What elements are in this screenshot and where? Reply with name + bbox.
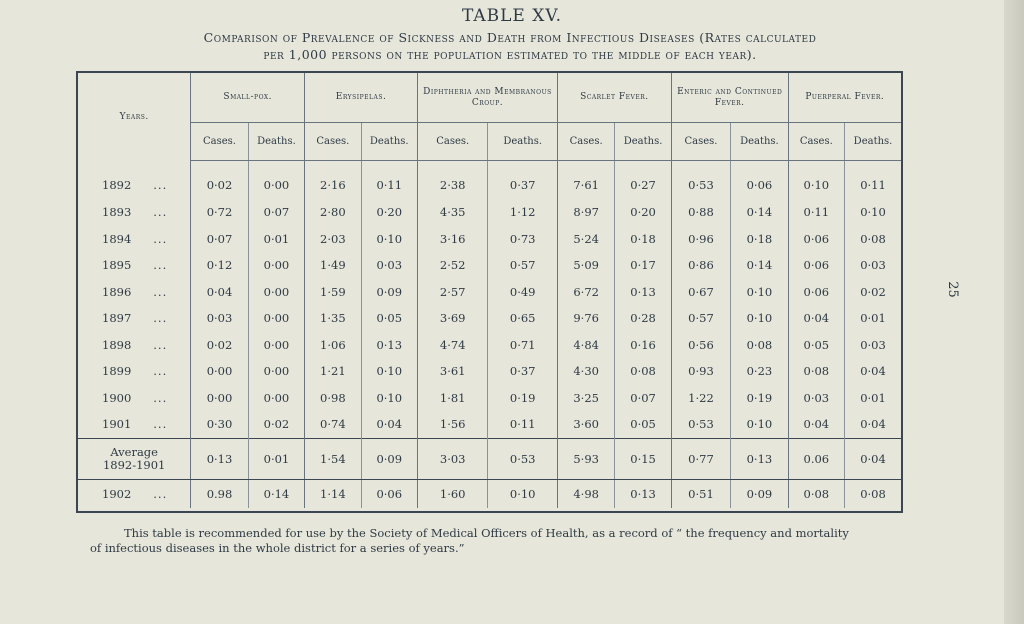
year-cell	[78, 199, 191, 226]
leader-dots: ...	[153, 364, 168, 379]
cases-cell: 0·51	[671, 479, 730, 508]
cases-cell: 1·54	[305, 438, 361, 479]
header-deaths: Deaths.	[845, 123, 901, 161]
page-edge	[1004, 0, 1024, 624]
leader-dots: ...	[153, 390, 168, 405]
header-cases: Cases.	[788, 123, 844, 161]
cases-cell: 6·72	[557, 279, 614, 306]
cases-cell: 0.98	[191, 479, 248, 508]
cases-cell: 7·61	[557, 161, 614, 200]
year-label: 1900	[102, 390, 132, 405]
year-cell	[78, 385, 191, 412]
cases-cell: 2·38	[417, 161, 488, 200]
cases-cell: 0·02	[191, 161, 248, 200]
cases-cell: 0·56	[671, 332, 730, 359]
leader-dots: ...	[153, 311, 168, 326]
deaths-cell: 0·07	[248, 199, 304, 226]
deaths-cell: 0·10	[860, 205, 886, 220]
deaths-cell: 0·15	[615, 438, 671, 479]
cases-cell: 1·49	[305, 252, 361, 279]
average-label: Average	[110, 444, 158, 459]
header-scarlet-fever: Scarlet Fever.	[557, 73, 671, 123]
year-cell	[78, 279, 191, 306]
deaths-cell: 0·57	[488, 252, 558, 279]
header-years: Years.	[78, 73, 191, 161]
table-subtitle-line2: per 1,000 persons on the population estimated to the middle of each year).	[263, 47, 757, 62]
deaths-cell: 0·11	[488, 411, 558, 438]
year-cell	[78, 161, 191, 200]
page-number: 25	[944, 281, 960, 298]
deaths-cell: 0·65	[488, 305, 558, 332]
year-label: 1899	[102, 364, 132, 379]
average-range: 1892-1901	[102, 457, 166, 472]
deaths-cell: 0·01	[860, 390, 886, 405]
year-label: 1896	[102, 284, 132, 299]
deaths-cell: 0·49	[488, 279, 558, 306]
year-cell	[78, 411, 191, 438]
cases-cell: 0·12	[191, 252, 248, 279]
leader-dots: ...	[153, 284, 168, 299]
cases-cell: 1·06	[305, 332, 361, 359]
deaths-cell: 0·02	[860, 284, 886, 299]
deaths-cell: 0·11	[361, 161, 417, 200]
deaths-cell: 0·27	[615, 161, 671, 200]
table-body	[78, 161, 901, 508]
header-diphtheria: Diphtheria and Membranous Croup.	[417, 73, 557, 123]
cases-cell: 0·02	[191, 332, 248, 359]
cases-cell: 0·11	[788, 199, 844, 226]
deaths-cell: 0·18	[615, 226, 671, 253]
deaths-cell: 0·03	[361, 252, 417, 279]
deaths-cell: 0·01	[860, 311, 886, 326]
cases-cell: 9·76	[557, 305, 614, 332]
cases-cell: 1·81	[417, 385, 488, 412]
year-cell	[78, 358, 191, 385]
cases-cell: 0·93	[671, 358, 730, 385]
deaths-cell: 0·00	[248, 385, 304, 412]
deaths-cell: 0·73	[488, 226, 558, 253]
deaths-cell: 0·00	[248, 332, 304, 359]
deaths-cell: 0·09	[361, 279, 417, 306]
deaths-cell: 0·04	[860, 417, 886, 432]
cases-cell: 5·09	[557, 252, 614, 279]
cases-cell: 0·98	[305, 385, 361, 412]
deaths-cell: 0·19	[731, 385, 788, 412]
cases-cell: 0·04	[788, 411, 844, 438]
deaths-cell: 0·71	[488, 332, 558, 359]
cases-cell: 3·60	[557, 411, 614, 438]
deaths-cell: 0·08	[860, 231, 886, 246]
deaths-cell: 0·00	[248, 279, 304, 306]
statistics-table	[76, 71, 903, 513]
cases-cell: 3·61	[417, 358, 488, 385]
deaths-cell: 0·08	[615, 358, 671, 385]
table-row	[78, 385, 901, 412]
table-row	[78, 438, 901, 479]
deaths-cell: 0·09	[361, 438, 417, 479]
cases-cell: 2·80	[305, 199, 361, 226]
year-cell	[78, 332, 191, 359]
deaths-cell: 0·01	[248, 226, 304, 253]
cases-cell: 3·16	[417, 226, 488, 253]
cases-cell: 0·05	[788, 332, 844, 359]
year-cell	[78, 305, 191, 332]
deaths-cell: 0·00	[248, 161, 304, 200]
cases-cell: 2·57	[417, 279, 488, 306]
year-label: 1895	[102, 258, 132, 273]
cases-cell: 0·88	[671, 199, 730, 226]
cases-cell: 0·06	[788, 252, 844, 279]
leader-dots: ...	[153, 177, 168, 192]
table-row	[78, 279, 901, 306]
deaths-cell: 0·03	[860, 337, 886, 352]
cases-cell: 5·93	[557, 438, 614, 479]
year-label: 1894	[102, 231, 132, 246]
deaths-cell: 0·01	[248, 438, 304, 479]
footnote-line2: of infectious diseases in the whole district for a series of years.”	[90, 541, 465, 555]
deaths-cell: 0·18	[731, 226, 788, 253]
cases-cell: 0·00	[191, 358, 248, 385]
cases-cell: 2·52	[417, 252, 488, 279]
year-label: 1892	[102, 177, 132, 192]
deaths-cell: 0·00	[248, 358, 304, 385]
deaths-cell: 0·17	[615, 252, 671, 279]
cases-cell: 0·53	[671, 161, 730, 200]
cases-cell: 0·08	[788, 358, 844, 385]
table-row	[78, 226, 901, 253]
cases-cell: 0·04	[191, 279, 248, 306]
cases-cell: 1·22	[671, 385, 730, 412]
table-row	[78, 161, 901, 200]
cases-cell: 0·10	[788, 161, 844, 200]
header-deaths: Deaths.	[488, 123, 558, 161]
cases-cell: 1·21	[305, 358, 361, 385]
year-cell	[78, 479, 191, 508]
cases-cell: 0·53	[671, 411, 730, 438]
leader-dots: ...	[153, 231, 168, 246]
deaths-cell: 0·37	[488, 358, 558, 385]
deaths-cell: 0·07	[615, 385, 671, 412]
deaths-cell: 0·28	[615, 305, 671, 332]
cases-cell: 0·67	[671, 279, 730, 306]
year-label: 1893	[102, 205, 132, 220]
cases-cell: 1·60	[417, 479, 488, 508]
deaths-cell: 0·03	[860, 258, 886, 273]
cases-cell: 0·96	[671, 226, 730, 253]
table-row	[78, 479, 901, 508]
cases-cell: 3·03	[417, 438, 488, 479]
deaths-cell: 0·13	[361, 332, 417, 359]
deaths-cell: 0·10	[361, 385, 417, 412]
header-deaths: Deaths.	[731, 123, 788, 161]
header-cases: Cases.	[417, 123, 488, 161]
cases-cell: 5·24	[557, 226, 614, 253]
cases-cell: 0·06	[788, 226, 844, 253]
cases-cell: 0·30	[191, 411, 248, 438]
deaths-cell: 0·05	[361, 305, 417, 332]
deaths-cell: 0·06	[361, 479, 417, 508]
cases-cell: 8·97	[557, 199, 614, 226]
deaths-cell: 0·13	[615, 279, 671, 306]
cases-cell: 2·03	[305, 226, 361, 253]
header-deaths: Deaths.	[248, 123, 304, 161]
leader-dots: ...	[153, 337, 168, 352]
cases-cell: 0·03	[788, 385, 844, 412]
year-cell	[78, 226, 191, 253]
deaths-cell: 0·37	[488, 161, 558, 200]
footnote-line1: This table is recommended for use by the Society of Medical Officers of Health, as a record of “ the frequency and mortality	[124, 526, 849, 540]
cases-cell: 0·86	[671, 252, 730, 279]
deaths-cell: 0·08	[731, 332, 788, 359]
cases-cell: 0·03	[191, 305, 248, 332]
cases-cell: 3·25	[557, 385, 614, 412]
deaths-cell: 0·10	[731, 411, 788, 438]
year-label: 1902	[102, 486, 132, 501]
deaths-cell: 0·06	[731, 161, 788, 200]
table-row	[78, 199, 901, 226]
deaths-cell: 0·04	[361, 411, 417, 438]
header-cases: Cases.	[557, 123, 614, 161]
deaths-cell: 0·13	[731, 438, 788, 479]
deaths-cell: 0·10	[488, 479, 558, 508]
cases-cell: 1·56	[417, 411, 488, 438]
deaths-cell: 0·04	[845, 438, 901, 479]
deaths-cell: 1·12	[488, 199, 558, 226]
leader-dots: ...	[153, 417, 168, 432]
leader-dots: ...	[153, 205, 168, 220]
cases-cell: 0·08	[788, 479, 844, 508]
deaths-cell: 0·20	[361, 199, 417, 226]
year-label: 1897	[102, 311, 132, 326]
table-title: TABLE XV.	[461, 6, 563, 26]
cases-cell: 4·35	[417, 199, 488, 226]
table-row	[78, 305, 901, 332]
cases-cell: 1·59	[305, 279, 361, 306]
leader-dots: ...	[153, 258, 168, 273]
cases-cell: 3·69	[417, 305, 488, 332]
cases-cell: 4·30	[557, 358, 614, 385]
deaths-cell: 0·53	[488, 438, 558, 479]
header-cases: Cases.	[305, 123, 361, 161]
deaths-cell: 0·10	[361, 226, 417, 253]
cases-cell: 0·13	[191, 438, 248, 479]
cases-cell: 0·00	[191, 385, 248, 412]
table-row	[78, 252, 901, 279]
deaths-cell: 0·19	[488, 385, 558, 412]
deaths-cell: 0·20	[615, 199, 671, 226]
deaths-cell: 0·02	[248, 411, 304, 438]
year-cell	[78, 438, 191, 479]
cases-cell: 0·72	[191, 199, 248, 226]
table-subtitle-line1: Comparison of Prevalence of Sickness and Death from Infectious Diseases (Rates calculated	[203, 30, 817, 45]
leader-dots: ...	[153, 486, 168, 501]
deaths-cell: 0·10	[361, 358, 417, 385]
header-cases: Cases.	[191, 123, 248, 161]
deaths-cell: 0·08	[860, 486, 886, 501]
deaths-cell: 0·09	[731, 479, 788, 508]
header-puerperal-fever: Puerperal Fever.	[788, 73, 901, 123]
deaths-cell: 0·14	[731, 199, 788, 226]
deaths-cell: 0·00	[248, 305, 304, 332]
header-cases: Cases.	[671, 123, 730, 161]
cases-cell: 0.06	[788, 438, 844, 479]
cases-cell: 0·74	[305, 411, 361, 438]
deaths-cell: 0·00	[248, 252, 304, 279]
cases-cell: 4·74	[417, 332, 488, 359]
deaths-cell: 0·23	[731, 358, 788, 385]
deaths-cell: 0·11	[860, 178, 886, 192]
cases-cell: 1·14	[305, 479, 361, 508]
header-deaths: Deaths.	[615, 123, 671, 161]
year-label: 1901	[102, 417, 132, 432]
deaths-cell: 0·04	[860, 364, 886, 379]
cases-cell: 1·35	[305, 305, 361, 332]
cases-cell: 4·84	[557, 332, 614, 359]
table-row	[78, 332, 901, 359]
deaths-cell: 0·16	[615, 332, 671, 359]
table-row	[78, 358, 901, 385]
deaths-cell: 0·10	[731, 305, 788, 332]
cases-cell: 0·77	[671, 438, 730, 479]
year-label: 1898	[102, 337, 132, 352]
deaths-cell: 0·13	[615, 479, 671, 508]
cases-cell: 0·06	[788, 279, 844, 306]
header-smallpox: Small-pox.	[191, 73, 305, 123]
deaths-cell: 0·05	[615, 411, 671, 438]
header-deaths: Deaths.	[361, 123, 417, 161]
cases-cell: 0·07	[191, 226, 248, 253]
cases-cell: 2·16	[305, 161, 361, 200]
cases-cell: 0·57	[671, 305, 730, 332]
header-erysipelas: Erysipelas.	[305, 73, 418, 123]
year-cell	[78, 252, 191, 279]
cases-cell: 0·04	[788, 305, 844, 332]
deaths-cell: 0·10	[731, 279, 788, 306]
deaths-cell: 0·14	[731, 252, 788, 279]
table-row	[78, 411, 901, 438]
header-enteric-fever: Enteric and Continued Fever.	[671, 73, 788, 123]
cases-cell: 4·98	[557, 479, 614, 508]
deaths-cell: 0·14	[248, 479, 304, 508]
